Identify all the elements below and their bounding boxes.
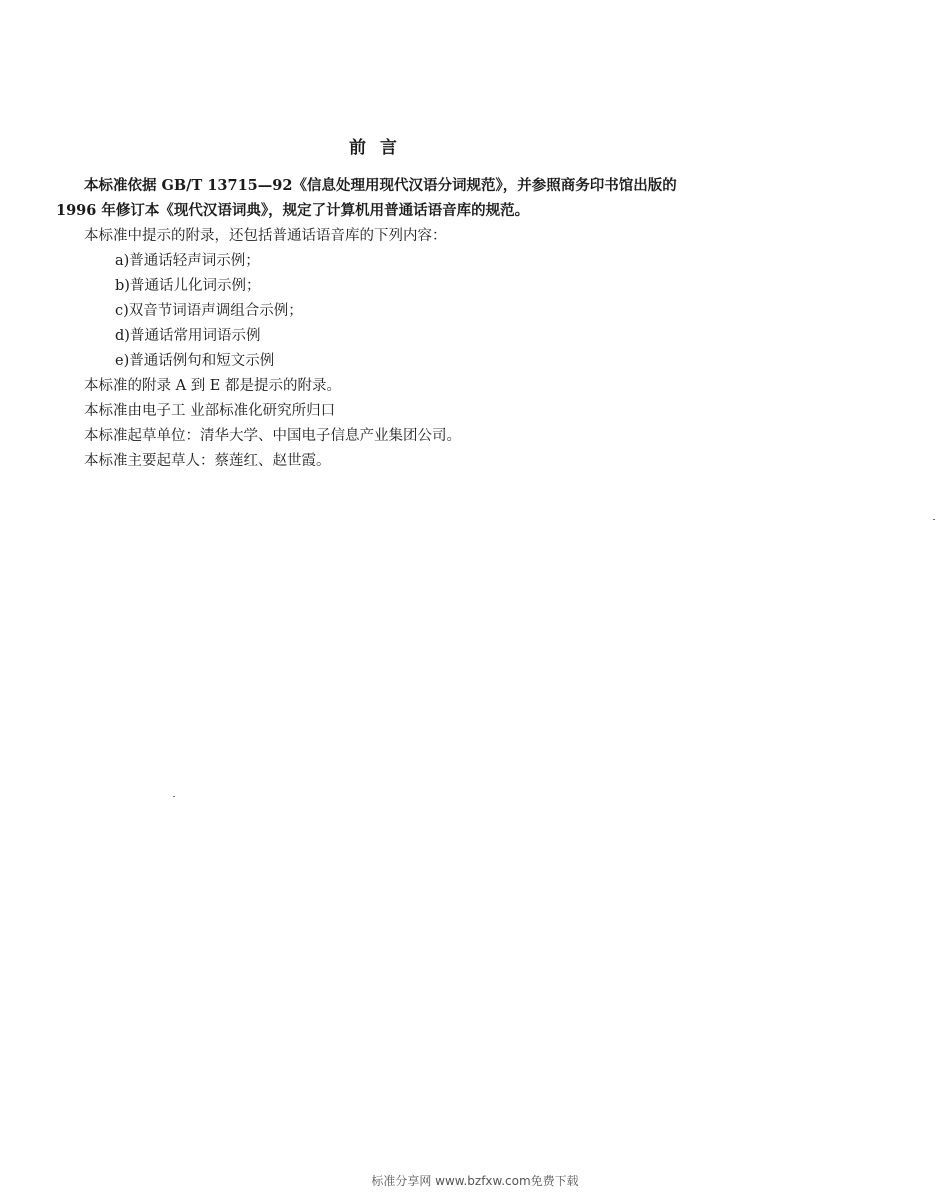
scan-speck [933,519,935,520]
paragraph-basis-line-1: 本标准依据 GB/T 13715—92《信息处理用现代汉语分词规范》，并参照商务印书馆出版的 [84,177,677,194]
paragraph-responsible-unit: 本标准由电子工 业部标准化研究所归口 [84,403,336,419]
paragraph-drafting-units: 本标准起草单位：清华大学、中国电子信息产业集团公司。 [84,428,461,444]
scan-speck [173,796,175,797]
paragraph-basis-line-2: 1996 年修订本《现代汉语词典》，规定了计算机用普通话语音库的规范。 [56,202,530,219]
paragraph-appendix-intro: 本标准中提示的附录，还包括普通话语音库的下列内容： [84,228,447,244]
footer-watermark: 标准分享网 www.bzfxw.com免费下载 [371,1174,579,1188]
list-item: b)普通话儿化词示例； [115,278,261,294]
paragraph-drafters: 本标准主要起草人：蔡莲红、赵世霞。 [84,453,331,469]
paragraph-appendix-note: 本标准的附录 A 到 E 都是提示的附录。 [84,378,341,394]
foreword-heading: 前言 [349,138,411,158]
list-item: c)双音节词语声调组合示例； [115,303,303,319]
list-item: d)普通话常用词语示例 [115,328,261,344]
list-item: a)普通话轻声词示例； [115,253,260,269]
list-item: e)普通话例句和短文示例 [115,353,275,369]
